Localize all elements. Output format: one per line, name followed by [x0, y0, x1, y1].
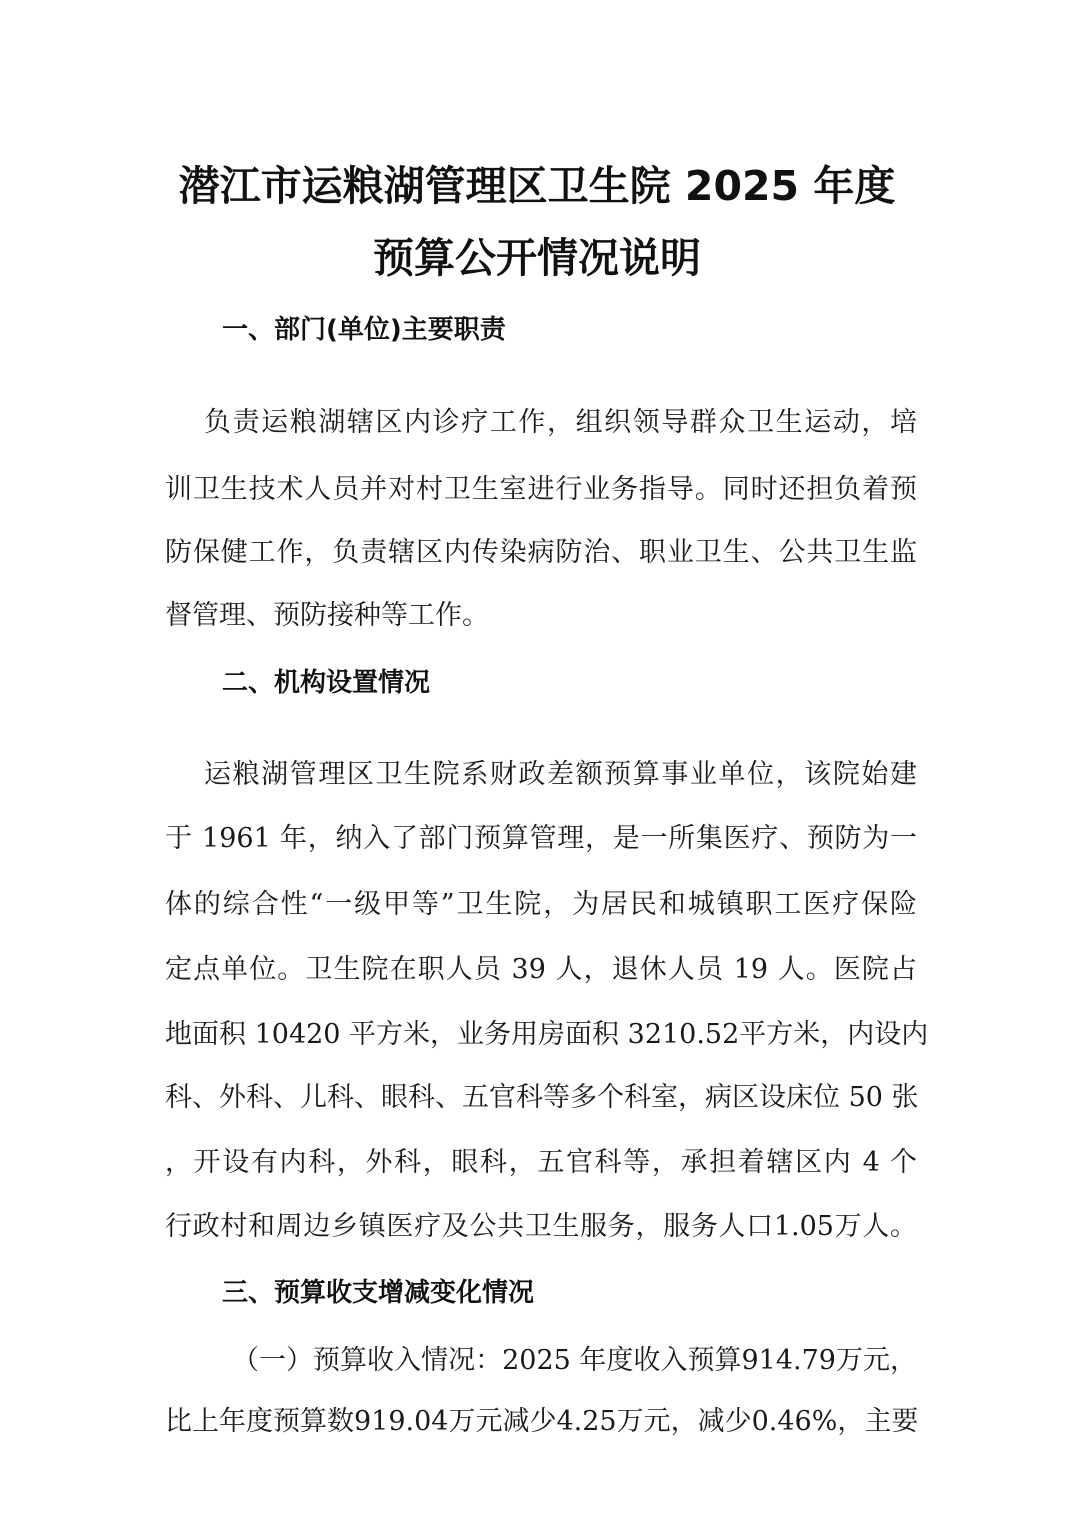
section-1-line: 督管理、预防接种等工作。	[165, 600, 489, 631]
section-2-line: 体的综合性“一级甲等”卫生院，为居民和城镇职工医疗保险	[165, 889, 917, 920]
section-3-heading: 三、预算收支增减变化情况	[222, 1278, 535, 1308]
section-1-line: 训卫生技术人员并对村卫生室进行业务指导。同时还担负着预	[165, 474, 917, 505]
section-2-line: 科、外科、儿科、眼科、五官科等多个科室，病区设床位 50 张	[165, 1082, 919, 1113]
section-2-line: 运粮湖管理区卫生院系财政差额预算事业单位，该院始建	[204, 759, 917, 790]
document-title-line-2: 预算公开情况说明	[373, 234, 701, 282]
section-2-line: 定点单位。卫生院在职人员 39 人，退休人员 19 人。医院占	[165, 954, 917, 985]
section-1-line: 防保健工作，负责辖区内传染病防治、职业卫生、公共卫生监	[165, 537, 917, 568]
section-1-line: 负责运粮湖辖区内诊疗工作，组织领导群众卫生运动，培	[204, 407, 917, 438]
section-2-line: 行政村和周边乡镇医疗及公共卫生服务，服务人口1.05万人。	[165, 1211, 917, 1242]
section-3-line: 比上年度预算数919.04万元减少4.25万元，减少0.46%，主要	[165, 1406, 919, 1437]
section-1-heading: 一、部门(单位)主要职责	[222, 315, 506, 345]
document-title-line-1: 潜江市运粮湖管理区卫生院 2025 年度	[178, 162, 896, 210]
section-2-heading: 二、机构设置情况	[222, 668, 431, 698]
section-2-line: ，开设有内科，外科，眼科，五官科等，承担着辖区内 4 个	[165, 1147, 917, 1178]
section-2-line: 地面积 10420 平方米，业务用房面积 3210.52平方米，内设内	[165, 1019, 929, 1050]
section-3-line: （一）预算收入情况：2025 年度收入预算914.79万元，	[232, 1345, 917, 1376]
section-2-line: 于 1961 年，纳入了部门预算管理，是一所集医疗、预防为一	[165, 823, 917, 854]
